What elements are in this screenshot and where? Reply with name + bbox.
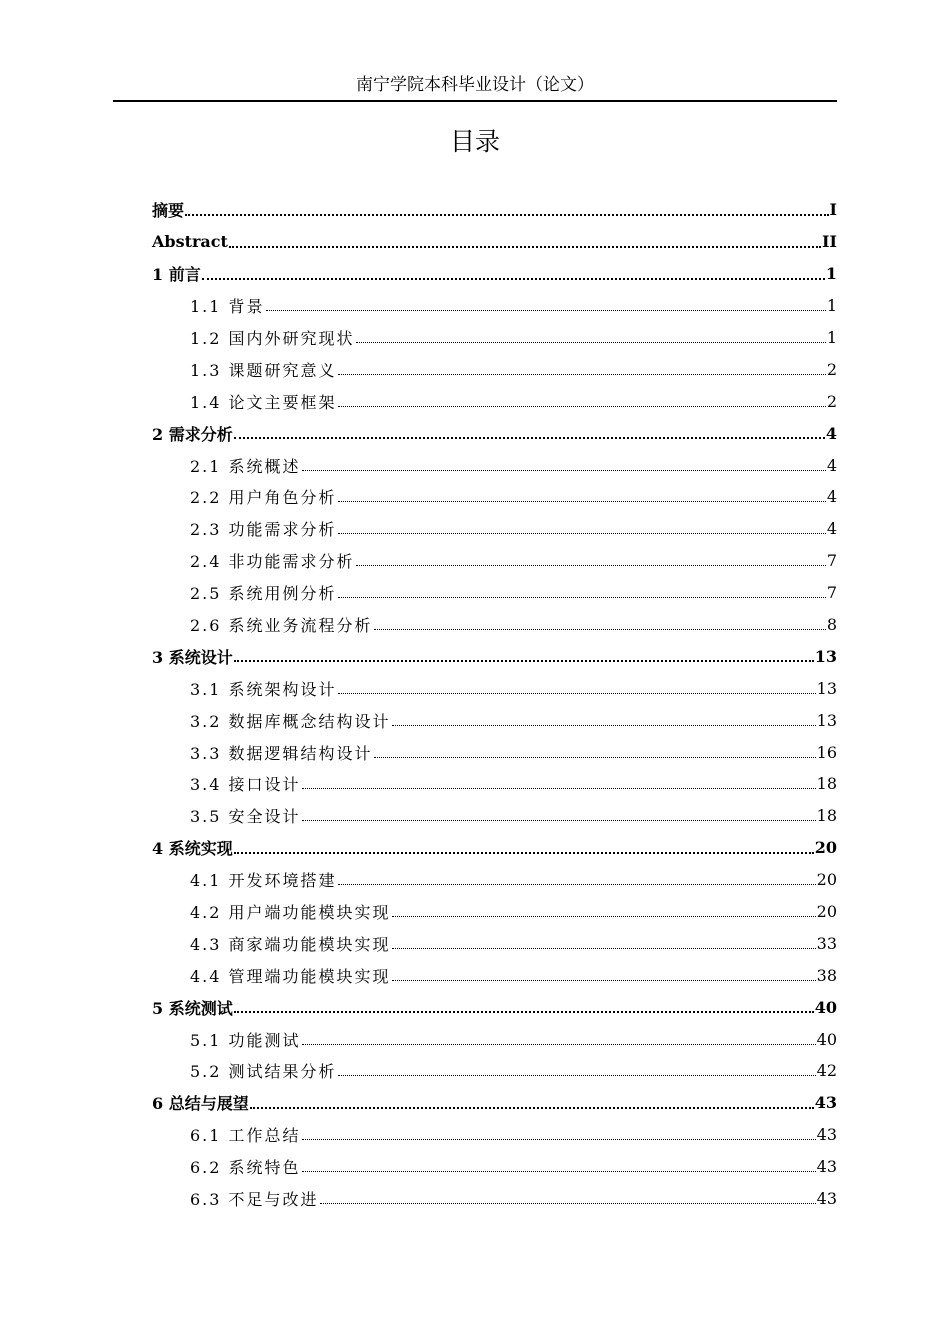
toc-dot-leader — [338, 693, 816, 694]
toc-entry-page-number: 1 — [826, 296, 837, 316]
toc-dot-leader — [338, 533, 826, 534]
toc-entry[interactable] — [152, 353, 837, 385]
toc-entry-label: 摘要 — [152, 201, 185, 221]
toc-entry-label: 6.3 不足与改进 — [190, 1190, 319, 1210]
toc-entry[interactable] — [152, 672, 837, 704]
toc-dot-leader — [302, 470, 826, 471]
toc-dot-leader — [250, 1107, 814, 1109]
toc-entry-page-number: 8 — [826, 615, 837, 635]
toc-entry[interactable] — [152, 609, 837, 641]
toc-entry-label: 2.4 非功能需求分析 — [190, 552, 355, 572]
toc-dot-leader — [338, 597, 826, 598]
toc-dot-leader — [374, 757, 816, 758]
toc-dot-leader — [338, 501, 826, 502]
toc-entry-label: 2.5 系统用例分析 — [190, 584, 337, 604]
toc-dot-leader — [302, 1044, 816, 1045]
toc-entry-label: 6 总结与展望 — [152, 1094, 249, 1114]
toc-dot-leader — [234, 1011, 814, 1013]
toc-entry-page-number: 18 — [816, 774, 837, 794]
toc-entry-label: 3.4 接口设计 — [190, 775, 301, 795]
toc-entry-page-number: I — [829, 200, 837, 220]
toc-entry-page-number: 4 — [826, 487, 837, 507]
toc-entry[interactable] — [152, 800, 837, 832]
toc-dot-leader — [302, 820, 816, 821]
toc-dot-leader — [392, 948, 816, 949]
toc-entry-label: 5 系统测试 — [152, 998, 233, 1018]
table-of-contents — [152, 194, 837, 1215]
toc-entry-page-number: 7 — [826, 583, 837, 603]
toc-entry[interactable] — [152, 545, 837, 577]
toc-dot-leader — [338, 884, 816, 885]
toc-entry-page-number: 16 — [816, 742, 837, 762]
toc-entry[interactable] — [152, 704, 837, 736]
toc-entry-label: 5.1 功能测试 — [190, 1030, 301, 1050]
toc-entry[interactable] — [152, 226, 837, 258]
toc-entry-label: 4 系统实现 — [152, 839, 233, 859]
toc-entry-page-number: 1 — [826, 328, 837, 347]
toc-entry-label: 3.1 系统架构设计 — [190, 679, 337, 699]
toc-entry-label: 1.1 背景 — [190, 297, 265, 317]
toc-entry-label: 2.1 系统概述 — [190, 456, 301, 476]
toc-entry[interactable] — [152, 991, 837, 1023]
toc-entry[interactable] — [152, 322, 837, 354]
toc-entry[interactable] — [152, 1055, 837, 1087]
toc-entry[interactable] — [152, 1151, 837, 1183]
toc-entry-label: 2.2 用户角色分析 — [190, 488, 337, 508]
toc-dot-leader — [234, 660, 814, 662]
toc-entry-page-number: 20 — [816, 870, 837, 890]
toc-entry[interactable] — [152, 1183, 837, 1215]
toc-entry-page-number: 43 — [816, 1125, 837, 1145]
toc-entry-label: 1 前言 — [152, 265, 201, 285]
toc-entry[interactable] — [152, 385, 837, 417]
toc-dot-leader — [392, 916, 816, 917]
toc-dot-leader — [302, 1171, 816, 1172]
toc-dot-leader — [356, 565, 826, 566]
running-header: 南宁学院本科毕业设计（论文） — [356, 75, 594, 95]
toc-entry-page-number: II — [822, 232, 837, 252]
toc-entry-label: 4.1 开发环境搭建 — [190, 871, 337, 891]
toc-entry-page-number: 13 — [814, 646, 837, 666]
toc-entry[interactable] — [152, 194, 837, 226]
toc-entry-label: 3.5 安全设计 — [190, 807, 301, 827]
toc-dot-leader — [338, 374, 826, 375]
toc-entry-page-number: 43 — [814, 1093, 837, 1113]
toc-entry-page-number: 42 — [816, 1061, 837, 1081]
toc-dot-leader — [302, 788, 816, 789]
toc-entry-page-number: 33 — [816, 933, 837, 953]
toc-entry-label: 3 系统设计 — [152, 647, 233, 667]
toc-entry[interactable] — [152, 1119, 837, 1151]
toc-entry-page-number: 18 — [816, 806, 837, 826]
toc-entry-label: 6.2 系统特色 — [190, 1158, 301, 1178]
toc-entry-page-number: 4 — [826, 455, 837, 475]
toc-entry-page-number: 43 — [816, 1157, 837, 1177]
toc-entry-label: 1.4 论文主要框架 — [190, 392, 337, 412]
toc-entry-label: 3.2 数据库概念结构设计 — [190, 711, 391, 731]
toc-entry-page-number: 1 — [825, 264, 837, 284]
toc-entry[interactable] — [152, 481, 837, 513]
toc-entry[interactable] — [152, 290, 837, 322]
toc-dot-leader — [302, 1139, 816, 1140]
toc-entry-label: 2.3 功能需求分析 — [190, 520, 337, 540]
toc-dot-leader — [229, 246, 821, 248]
toc-entry[interactable] — [152, 927, 837, 959]
toc-dot-leader — [234, 852, 814, 854]
toc-entry-page-number: 43 — [816, 1189, 837, 1209]
toc-dot-leader — [374, 629, 826, 630]
toc-entry[interactable] — [152, 577, 837, 609]
toc-entry-page-number: 2 — [826, 359, 837, 379]
toc-entry[interactable] — [152, 864, 837, 896]
toc-entry-label: 2.6 系统业务流程分析 — [190, 616, 373, 636]
toc-entry[interactable] — [152, 640, 837, 672]
toc-entry-label: Abstract — [152, 232, 228, 252]
toc-entry[interactable] — [152, 258, 837, 290]
toc-entry[interactable] — [152, 768, 837, 800]
toc-entry[interactable] — [152, 1023, 837, 1055]
toc-entry-page-number: 38 — [816, 965, 837, 985]
toc-entry-label: 4.2 用户端功能模块实现 — [190, 903, 391, 923]
header-rule — [113, 100, 837, 102]
toc-entry[interactable] — [152, 513, 837, 545]
toc-entry-label: 6.1 工作总结 — [190, 1126, 301, 1146]
toc-entry-page-number: 2 — [826, 391, 837, 411]
toc-entry[interactable] — [152, 832, 837, 864]
toc-entry-label: 4.4 管理端功能模块实现 — [190, 966, 391, 986]
toc-entry[interactable] — [152, 449, 837, 481]
toc-dot-leader — [185, 214, 829, 216]
toc-entry[interactable] — [152, 959, 837, 991]
toc-entry-label: 5.2 测试结果分析 — [190, 1062, 337, 1082]
toc-dot-leader — [392, 980, 816, 981]
toc-entry-page-number: 4 — [825, 423, 837, 443]
toc-dot-leader — [320, 1203, 816, 1204]
toc-dot-leader — [338, 406, 826, 407]
toc-entry-page-number: 40 — [814, 997, 837, 1017]
toc-entry-page-number: 13 — [816, 710, 837, 730]
toc-entry[interactable] — [152, 1087, 837, 1119]
toc-entry-page-number: 4 — [826, 519, 837, 539]
toc-dot-leader — [202, 278, 825, 280]
toc-entry-page-number: 20 — [816, 902, 837, 922]
toc-entry-label: 1.3 课题研究意义 — [190, 360, 337, 380]
toc-entry[interactable] — [152, 736, 837, 768]
toc-entry-label: 1.2 国内外研究现状 — [190, 329, 355, 348]
toc-entry-label: 3.3 数据逻辑结构设计 — [190, 743, 373, 763]
toc-entry-page-number: 40 — [816, 1029, 837, 1049]
page-title: 目录 — [449, 127, 500, 156]
toc-entry-page-number: 7 — [826, 551, 837, 571]
toc-entry-page-number: 13 — [816, 678, 837, 698]
toc-dot-leader — [234, 437, 825, 439]
toc-entry[interactable] — [152, 417, 837, 449]
toc-dot-leader — [392, 725, 816, 726]
toc-dot-leader — [338, 1075, 816, 1076]
toc-entry-page-number: 20 — [814, 838, 837, 858]
toc-entry-label: 4.3 商家端功能模块实现 — [190, 934, 391, 954]
toc-dot-leader — [266, 310, 826, 311]
toc-dot-leader — [356, 342, 826, 343]
toc-entry-label: 2 需求分析 — [152, 424, 233, 444]
toc-entry[interactable] — [152, 896, 837, 928]
